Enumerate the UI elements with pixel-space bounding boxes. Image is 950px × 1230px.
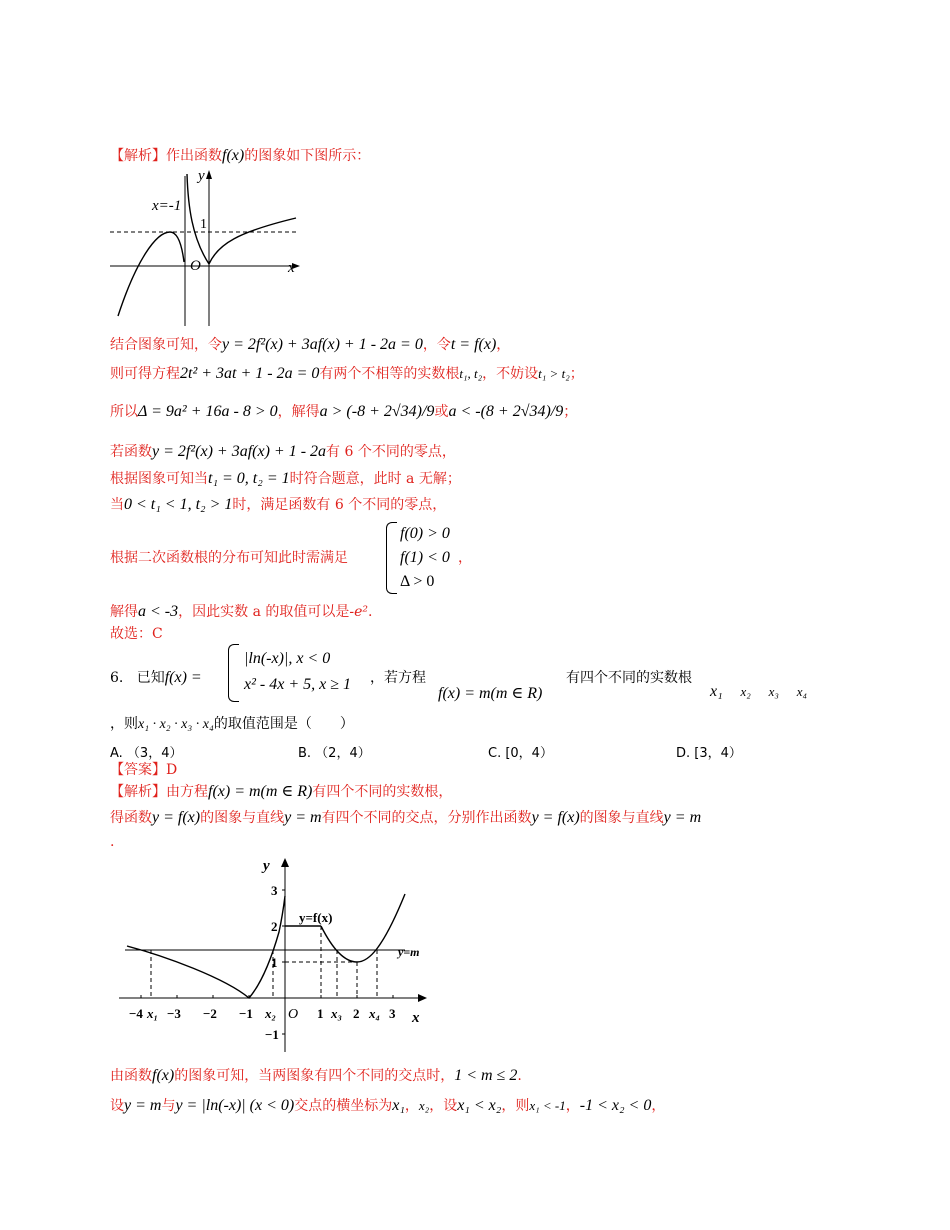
xtick-neg3: −3 <box>167 1006 181 1021</box>
question-number: 6. <box>110 670 124 686</box>
q5-line-5: 根据图象可知当t₁ = 0, t₂ = 1时符合题意，此时 a 无解； <box>110 470 461 487</box>
xtick-neg2: −2 <box>203 1006 217 1021</box>
ytick-2: 2 <box>271 919 278 934</box>
q6-analysis-1: 【解析】由方程f(x) = m(m ∈ R)有四个不同的实数根， <box>110 783 453 800</box>
q6-stem-tail: 有四个不同的实数根 <box>566 670 692 686</box>
math-fx: f(x) <box>222 147 245 164</box>
q5-line-7-tail: ， <box>458 550 472 566</box>
line-m-label: y=m <box>398 945 420 959</box>
q6-analysis-2-end: . <box>110 834 115 850</box>
y-axis-label: y <box>198 168 205 184</box>
q6-analysis-2: 得函数y = f(x)的图象与直线y = m有四个不同的交点，分别作出函数y = f(x)的图象与直线y = m <box>110 809 702 826</box>
xtick-neg4: −4 <box>129 1006 143 1021</box>
q5-line-9: 故选：C <box>110 626 163 642</box>
q5-analysis-intro: 【解析】作出函数f(x)的图象如下图所示： <box>110 147 371 164</box>
xtick-x3: x₃ <box>331 1006 343 1021</box>
xtick-2: 2 <box>353 1006 360 1021</box>
q6-analysis-4: 设y = m与y = |ln(-x)| (x < 0)交点的横坐标为x₁，x₂，设x₁ < x₂，则x₁ < -1，-1 < x₂ < 0， <box>110 1097 666 1114</box>
origin-label: O <box>288 1007 299 1022</box>
ytick-1: 1 <box>271 955 278 970</box>
q5-line-1: 结合图象可知，令y = 2f²(x) + 3af(x) + 1 - 2a = 0，令t = f(x)， <box>110 336 511 353</box>
q5-line-8: 解得a < -3，因此实数 a 的取值可以是-e². <box>110 603 373 620</box>
q5-line-4: 若函数y = 2f²(x) + 3af(x) + 1 - 2a有 6 个不同的零点， <box>110 443 456 460</box>
q6-analysis-3: 由函数f(x)的图象可知，当两图象有四个不同的交点时，1 < m ≤ 2. <box>110 1067 522 1084</box>
tick-one-label: 1 <box>200 217 207 232</box>
y-axis-label: y <box>263 858 270 874</box>
q5-function-graph <box>108 166 308 328</box>
q5-line-7: 根据二次函数根的分布可知此时需满足 <box>110 550 348 566</box>
q6-stem-mid: ，若方程 <box>370 670 426 686</box>
xtick-1: 1 <box>317 1006 324 1021</box>
option-b[interactable]: B. （2，4） <box>298 746 371 761</box>
piecewise-cases: |ln(-x)|, x < 0 x² - 4x + 5, x ≥ 1 <box>244 650 352 693</box>
piecewise-brace <box>228 644 239 702</box>
answer-value: D <box>166 762 178 778</box>
xtick-x2: x₂ <box>265 1006 277 1021</box>
analysis-tag: 【解析】 <box>110 148 166 164</box>
brace <box>386 522 397 594</box>
q6-roots: x₁ x₂ x₃ x₄ <box>710 683 807 700</box>
q6-stem-eq: f(x) = m(m ∈ R) <box>438 685 543 702</box>
x-axis-label: x <box>288 260 295 276</box>
q6-stem: 6. 已知f(x) = <box>110 669 202 686</box>
asymptote-label: x=-1 <box>152 198 182 214</box>
option-d[interactable]: D. [3，4） <box>676 746 742 761</box>
condition-system: f(0) > 0 f(1) < 0 Δ > 0 <box>400 525 450 590</box>
q6-answer <box>110 760 177 780</box>
xtick-x4: x₄ <box>369 1006 381 1021</box>
q5-line-6: 当0 < t₁ < 1, t₂ > 1时，满足函数有 6 个不同的零点， <box>110 496 447 513</box>
option-c[interactable]: C. [0，4） <box>488 746 553 761</box>
q5-line-2: 则可得方程2t² + 3at + 1 - 2a = 0有两个不相等的实数根t₁, t₂，不妨设t₁ > t₂； <box>110 365 584 382</box>
ytick-3: 3 <box>271 883 278 898</box>
x-axis-label: x <box>412 1010 420 1026</box>
q6-function-graph <box>115 856 435 1056</box>
q6-stem-line2: ，则x₁ · x₂ · x₃ · x₄的取值范围是（ ） <box>110 716 354 732</box>
ytick-neg1: −1 <box>265 1027 279 1042</box>
xtick-3: 3 <box>389 1006 396 1021</box>
q5-line-3: 所以Δ = 9a² + 16a - 8 > 0，解得a > (-8 + 2√34)/9或a < -(8 + 2√34)/9； <box>110 403 578 420</box>
curve-label: y=f(x) <box>299 910 333 925</box>
origin-label: O <box>190 258 201 274</box>
answer-tag: 【答案】 <box>110 762 166 778</box>
xtick-x1: x₁ <box>147 1006 159 1021</box>
option-a[interactable]: A. （3，4） <box>110 746 183 761</box>
analysis-tag: 【解析】 <box>110 784 166 800</box>
xtick-neg1: −1 <box>239 1006 253 1021</box>
